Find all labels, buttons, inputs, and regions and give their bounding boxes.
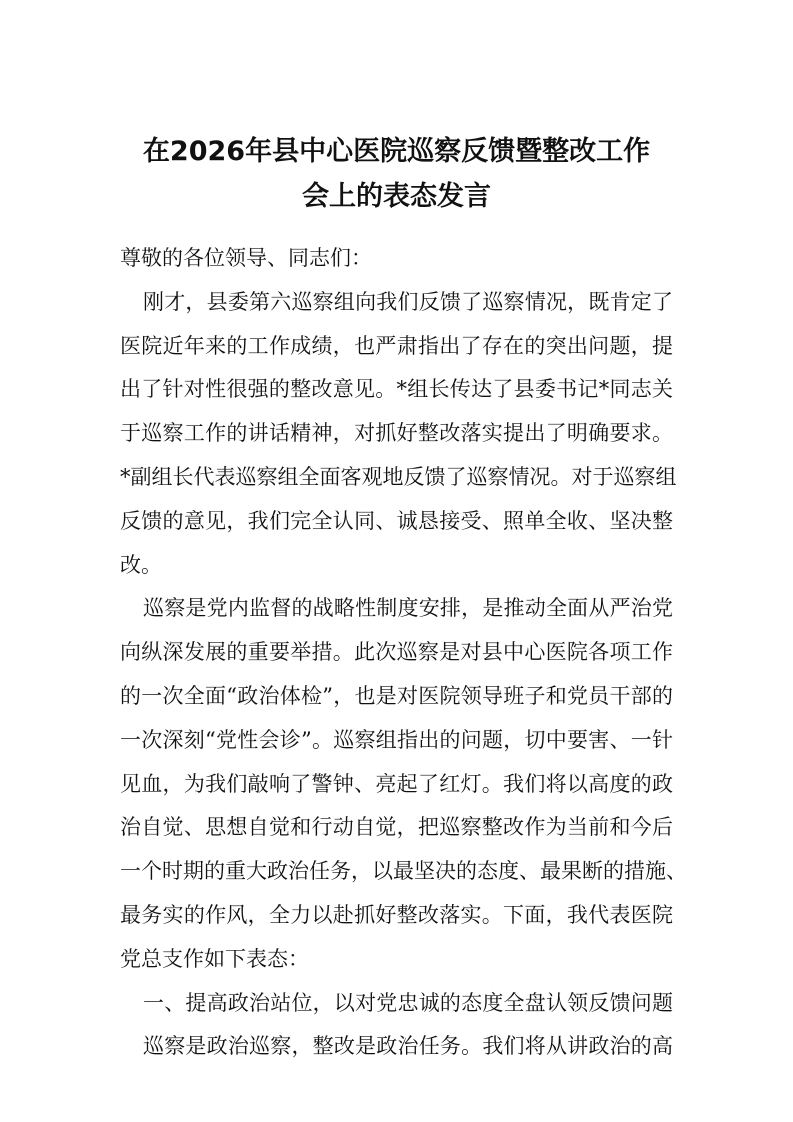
- text-line: 刚才，县委第六巡察组向我们反馈了巡察情况，既肯定了: [143, 289, 673, 314]
- text-line: 的一次全面“政治体检”，也是对医院领导班子和党员干部的: [120, 683, 673, 708]
- text-line: 尊敬的各位领导、同志们：: [120, 246, 372, 270]
- text-line: 于巡察工作的讲话精神，对抓好整改落实提出了明确要求。: [120, 421, 673, 446]
- text-line: 巡察是党内监督的战略性制度安排，是推动全面从严治党: [143, 596, 673, 621]
- text-line: 改。: [120, 552, 162, 577]
- text-line: 一次深刻“党性会诊”。巡察组指出的问题，切中要害、一针: [120, 727, 673, 752]
- text-line: 出了针对性很强的整改意见。*组长传达了县委书记*同志关: [120, 377, 673, 402]
- text-line: 巡察是政治巡察，整改是政治任务。我们将从讲政治的高: [143, 1034, 673, 1059]
- text-line: 最务实的作风，全力以赴抓好整改落实。下面，我代表医院: [120, 902, 673, 927]
- document-title-line-2: 会上的表态发言: [302, 181, 491, 212]
- document-title-line-1: 在2026年县中心医院巡察反馈暨整改工作: [142, 136, 651, 167]
- text-line: 反馈的意见，我们完全认同、诚恳接受、照单全收、坚决整: [120, 508, 673, 533]
- text-line: 治自觉、思想自觉和行动自觉，把巡察整改作为当前和今后: [120, 815, 673, 840]
- text-line: 一、提高政治站位，以对党忠诚的态度全盘认领反馈问题: [143, 990, 673, 1015]
- text-line: 党总支作如下表态：: [120, 946, 309, 971]
- text-line: 见血，为我们敲响了警钟、亮起了红灯。我们将以高度的政: [120, 771, 673, 796]
- text-line: 医院近年来的工作成绩，也严肃指出了存在的突出问题，提: [120, 333, 673, 358]
- document-body: [120, 237, 687, 1069]
- text-line: 一个时期的重大政治任务，以最坚决的态度、最果断的措施、: [120, 859, 687, 884]
- text-line: 向纵深发展的重要举措。此次巡察是对县中心医院各项工作: [120, 640, 673, 665]
- text-line: *副组长代表巡察组全面客观地反馈了巡察情况。对于巡察组: [120, 464, 677, 489]
